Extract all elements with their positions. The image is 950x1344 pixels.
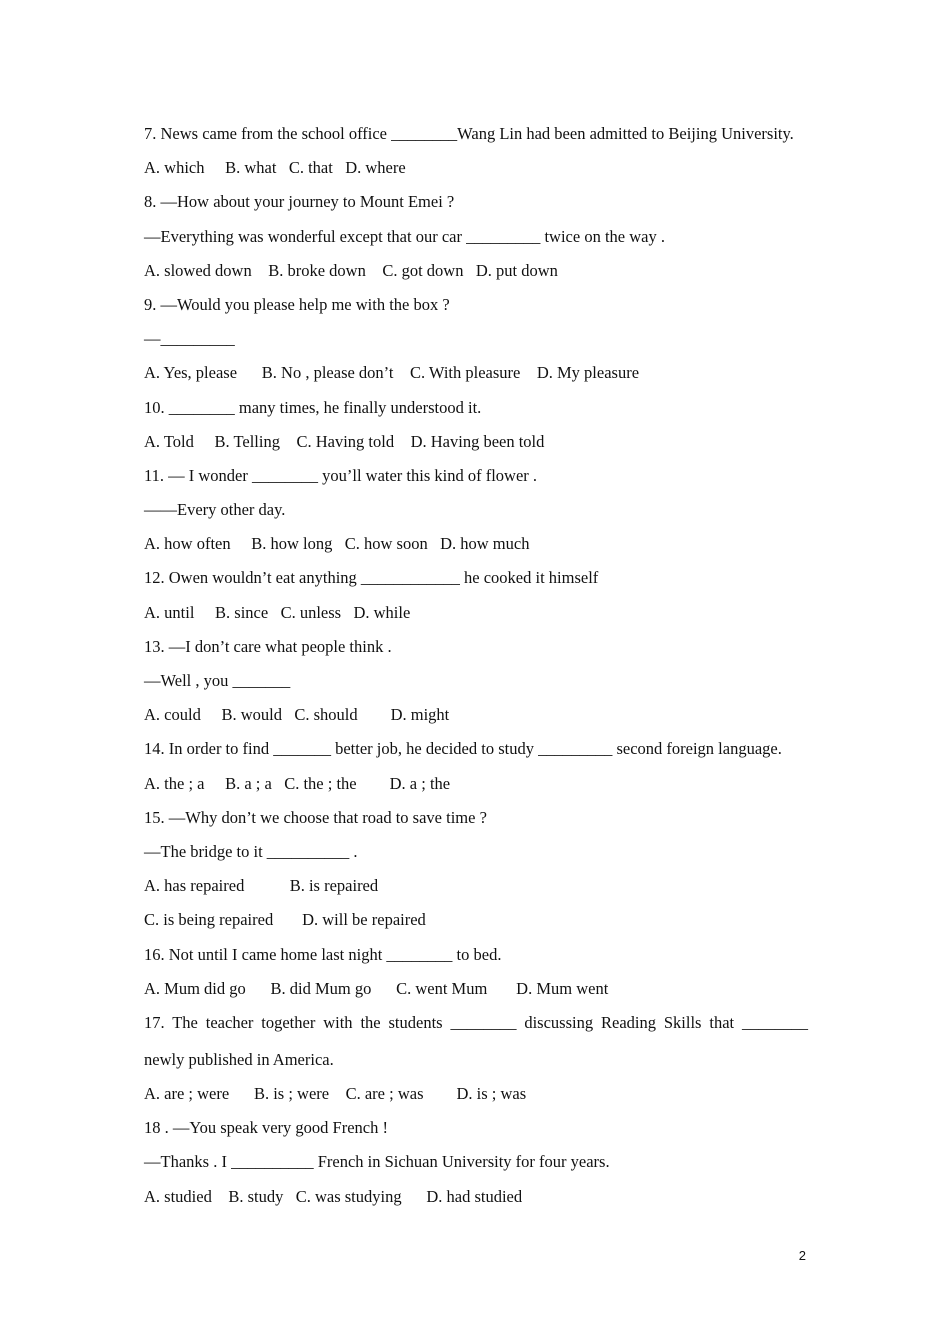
question-15-options-ab: A. has repaired B. is repaired	[144, 876, 379, 896]
question-18-reply: —Thanks . I __________ French in Sichuan University for four years.	[144, 1152, 610, 1172]
question-9: 9. —Would you please help me with the box ?	[144, 294, 450, 314]
question-15-reply: —The bridge to it __________ .	[144, 841, 358, 861]
question-16-options: A. Mum did go B. did Mum go C. went Mum D. Mum went	[144, 978, 609, 998]
question-8: 8. —How about your journey to Mount Emei ?	[144, 192, 455, 212]
question-18-options: A. studied B. study C. was studying D. had studied	[144, 1186, 523, 1206]
question-9-options: A. Yes, please B. No , please don’t C. With pleasure D. My pleasure	[144, 363, 640, 383]
question-7: 7. News came from the school office ________Wang Lin had been admitted to Beijing University.	[144, 124, 794, 143]
question-18: 18 . —You speak very good French !	[144, 1118, 388, 1138]
question-15-options-cd: C. is being repaired D. will be repaired	[144, 910, 426, 930]
question-17-continued: newly published in America.	[144, 1049, 334, 1069]
question-11-options: A. how often B. how long C. how soon D. how much	[144, 534, 530, 554]
question-9-reply: —_________	[144, 329, 235, 349]
page-number: 2	[798, 1248, 806, 1263]
question-10-options: A. Told B. Telling C. Having told D. Having been told	[144, 431, 545, 451]
question-8-reply: —Everything was wonderful except that our car _________ twice on the way .	[144, 226, 665, 246]
question-13-reply: —Well , you _______	[144, 671, 291, 690]
question-14: 14. In order to find _______ better job, he decided to study _________ second foreign language.	[144, 739, 782, 759]
question-11: 11. — I wonder ________ you’ll water this kind of flower .	[144, 465, 538, 485]
question-17: 17. The teacher together with the students ________ discussing Reading Skills that ________	[144, 1012, 808, 1032]
question-15: 15. —Why don’t we choose that road to save time ?	[144, 807, 487, 827]
question-11-reply: ——Every other day.	[144, 500, 286, 520]
question-7-options: A. which B. what C. that D. where	[144, 158, 406, 178]
question-14-options: A. the ; a B. a ; a C. the ; the D. a ; the	[144, 773, 451, 793]
question-12: 12. Owen wouldn’t eat anything ____________ he cooked it himself	[144, 568, 599, 588]
question-10: 10. ________ many times, he finally understood it.	[144, 397, 482, 417]
question-13: 13. —I don’t care what people think .	[144, 636, 392, 656]
question-8-options: A. slowed down B. broke down C. got down D. put down	[144, 260, 558, 280]
question-13-options: A. could B. would C. should D. might	[144, 705, 450, 725]
question-17-options: A. are ; were B. is ; were C. are ; was D. is ; was	[144, 1084, 527, 1104]
document-body	[144, 124, 808, 1221]
question-12-options: A. until B. since C. unless D. while	[144, 602, 411, 622]
question-16: 16. Not until I came home last night ________ to bed.	[144, 944, 502, 964]
